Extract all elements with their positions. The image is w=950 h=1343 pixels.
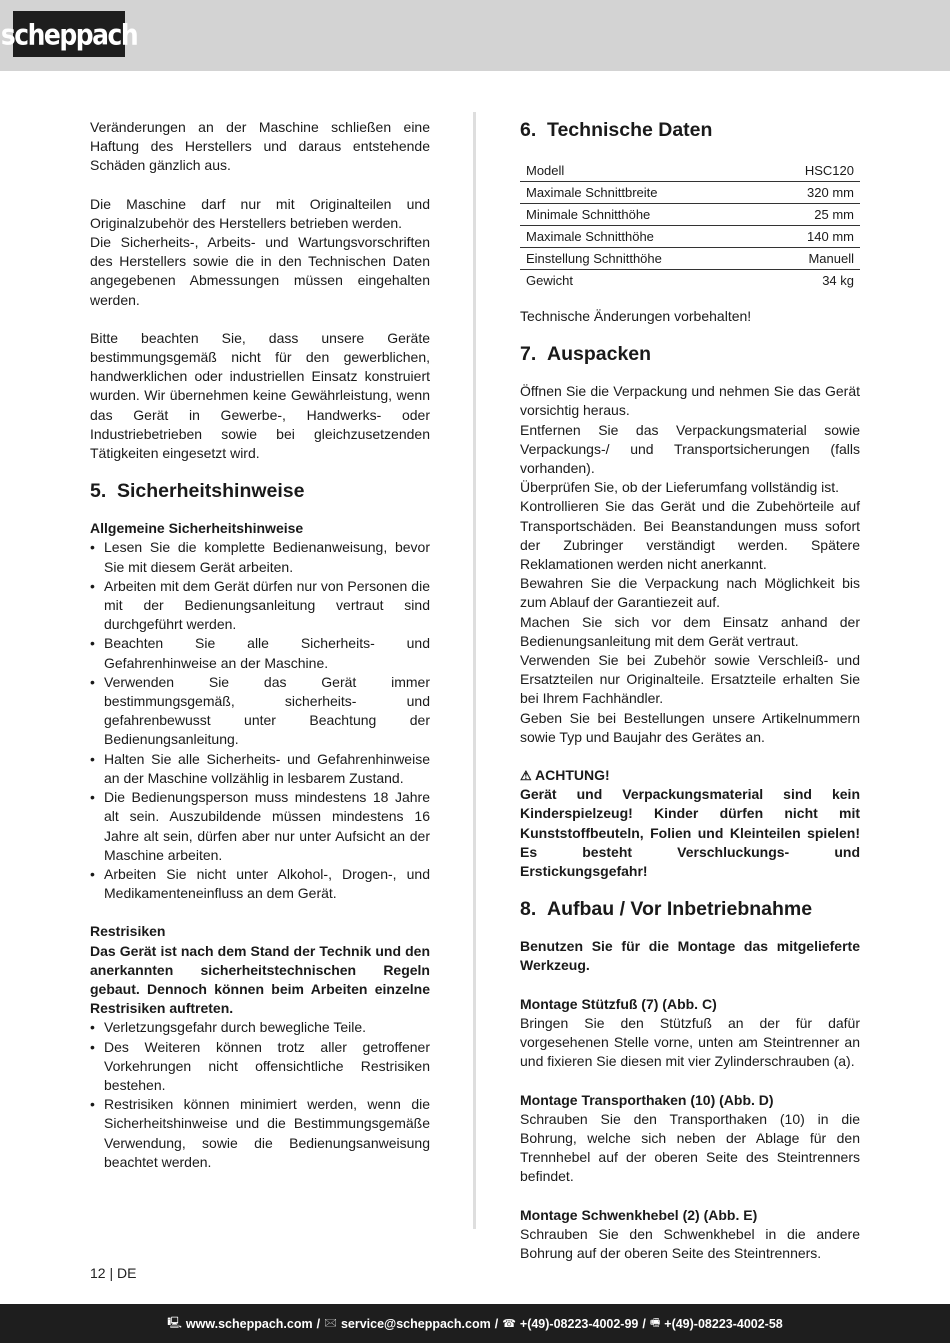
general-safety-heading: Allgemeine Sicherheitshinweise xyxy=(90,520,304,537)
section-5-heading xyxy=(90,479,430,503)
intro-paragraph: Die Sicherheits-, Arbeits- und Wartungsvorschriften des Herstellers sowie die in den Technischen Daten angegebenen Abmessungen müssen eingehalten werden. xyxy=(90,234,430,308)
general-safety-list xyxy=(90,538,430,903)
mail-icon: 🖂 xyxy=(324,1317,337,1329)
header-bar xyxy=(0,0,950,71)
spec-label: Gewicht xyxy=(520,270,761,292)
unpacking-paragraph: Bewahren Sie die Verpackung nach Möglichkeit bis zum Ablauf der Garantiezeit auf. xyxy=(520,575,860,611)
list-item: • Verletzungsgefahr durch bewegliche Teile. xyxy=(90,1018,430,1037)
warning-text: Gerät und Verpackungsmaterial sind kein Kinderspielzeug! Kinder dürfen nicht mit Kunststoffbeuteln, Folien und Kleinteilen spielen! Es besteht Verschluckungs- und Erstickungsgefahr! xyxy=(520,786,860,880)
section-number: 5. xyxy=(90,480,107,503)
fax-number: +(49)-08223-4002-58 xyxy=(664,1316,783,1331)
spec-value: 140 mm xyxy=(761,226,860,248)
warning-title: ACHTUNG! xyxy=(535,767,610,784)
computer-icon: 🖳 xyxy=(167,1317,182,1329)
section-title: Auspacken xyxy=(547,343,652,366)
unpacking-paragraph: Entfernen Sie das Verpackungsmaterial sowie Verpackungs-/ und Transportsicherungen (falls vorhanden). xyxy=(520,421,860,477)
separator: / xyxy=(316,1316,321,1331)
section-title: Aufbau / Vor Inbetriebnahme xyxy=(547,898,813,921)
step-heading: Montage Schwenkhebel (2) (Abb. E) xyxy=(520,1206,758,1223)
website-link[interactable]: www.scheppach.com xyxy=(185,1316,313,1331)
separator: / xyxy=(642,1316,646,1331)
section-number: 8. xyxy=(520,898,537,921)
spec-value: 34 kg xyxy=(761,270,860,292)
step-text: Schrauben Sie den Schwenkhebel in die andere Bohrung auf der oberen Seite des Steintrenners. xyxy=(520,1225,860,1261)
table-row xyxy=(520,182,860,204)
table-row xyxy=(520,270,860,292)
section-8-heading xyxy=(520,897,860,921)
list-item: • Arbeiten mit dem Gerät dürfen nur von Personen die mit der Bedienungsanleitung vertraut sind durchgeführt werden. xyxy=(90,577,430,635)
list-item: • Lesen Sie die komplette Bedienanweisung, bevor Sie mit diesem Gerät arbeiten. xyxy=(90,538,430,576)
technical-data-table xyxy=(520,160,860,291)
step-heading: Montage Stützfuß (7) (Abb. C) xyxy=(520,995,717,1012)
intro-paragraph: Veränderungen an der Maschine schließen eine Haftung des Herstellers und daraus entstehende Schäden gänzlich aus. xyxy=(90,119,430,174)
table-row xyxy=(520,204,860,226)
technical-note: Technische Änderungen vorbehalten! xyxy=(520,308,752,324)
step-text: Schrauben Sie den Transporthaken (10) in die Bohrung, welche sich neben der Ablage für den Trennhebel auf der oberen Seite des Steintrenners befindet. xyxy=(520,1110,860,1185)
section-number: 6. xyxy=(520,119,537,141)
right-column xyxy=(520,118,860,1263)
list-item: • Die Bedienungsperson muss mindestens 18 Jahre alt sein. Auszubildende müssen mindestens 16 Jahre alt sein, dürfen aber nur unter Aufsicht an der Maschine arbeiten. xyxy=(90,788,430,865)
list-item: • Verwenden Sie das Gerät immer bestimmungsgemäß, sicherheits- und gefahrenbewusst unter Beachtung der Bedienungsanleitung. xyxy=(90,673,430,750)
section-6-heading xyxy=(520,118,860,142)
section-number: 7. xyxy=(520,343,537,366)
spec-value: 320 mm xyxy=(761,182,860,204)
table-row xyxy=(520,248,860,270)
phone-icon: ☎ xyxy=(502,1318,516,1330)
table-row xyxy=(520,226,860,248)
section-7-heading xyxy=(520,342,860,366)
list-item: • Des Weiteren können trotz aller getroffener Vorkehrungen nicht offensichtliche Restrisiken bestehen. xyxy=(90,1038,430,1096)
warning-title-line xyxy=(520,766,860,785)
step-heading: Montage Transporthaken (10) (Abb. D) xyxy=(520,1091,774,1108)
scheppach-logo: scheppach xyxy=(13,11,125,57)
list-item: • Restrisiken können minimiert werden, wenn die Sicherheitshinweise und die Bestimmungsgemäße Verwendung, sowie die Bedienungsanweisung beachtet werden. xyxy=(90,1095,430,1172)
residual-risks-heading: Restrisiken xyxy=(90,923,166,940)
section-title: Sicherheitshinweise xyxy=(117,480,305,503)
list-item: • Beachten Sie alle Sicherheits- und Gefahrenhinweise an der Maschine. xyxy=(90,634,430,672)
intro-paragraph: Bitte beachten Sie, dass unsere Geräte bestimmungsgemäß nicht für den gewerblichen, handwerklichen oder industriellen Einsatz konstruiert wurden. Wir übernehmen keine Gewährleistung, wenn das Gerät in Gewerbe-, Handwerks- oder Industriebetrieben sowie bei gleichzusetzenden Tätigkeiten eingesetzt wird. xyxy=(90,329,430,462)
spec-label: Einstellung Schnitthöhe xyxy=(520,248,761,270)
footer-bar xyxy=(0,1304,950,1343)
spec-label: Modell xyxy=(526,163,565,178)
spec-value: Manuell xyxy=(761,248,860,270)
warning-triangle-icon: ⚠ xyxy=(520,768,532,784)
phone-number: +(49)-08223-4002-99 xyxy=(519,1316,639,1331)
intro-paragraph: Die Maschine darf nur mit Originalteilen und Originalzubehör des Herstellers betrieben werden. xyxy=(90,195,430,231)
unpacking-paragraph: Geben Sie bei Bestellungen unsere Artikelnummern sowie Typ und Baujahr des Gerätes an. xyxy=(520,709,860,745)
list-item: • Arbeiten Sie nicht unter Alkohol-, Drogen-, und Medikamenteneinfluss an dem Gerät. xyxy=(90,865,430,903)
separator: / xyxy=(494,1316,499,1331)
table-row xyxy=(520,160,860,182)
step-text: Bringen Sie den Stützfuß an der für dafür vorgesehenen Stelle vorne, unten am Steintrenner an und fixieren Sie diesen mit vier Zylinderschrauben (a). xyxy=(520,1014,860,1070)
assembly-intro: Benutzen Sie für die Montage das mitgelieferte Werkzeug. xyxy=(520,938,860,974)
residual-risks-list xyxy=(90,1018,430,1172)
unpacking-paragraph: Öffnen Sie die Verpackung und nehmen Sie das Gerät vorsichtig heraus. xyxy=(520,383,860,419)
fax-icon: 🖷 xyxy=(649,1317,661,1329)
unpacking-paragraph: Kontrollieren Sie das Gerät und die Zubehörteile auf Transportschäden. Bei Beanstandungen muss sofort der Zubringer verständigt werden. Spätere Reklamationen werden nicht anerkannt. xyxy=(520,498,860,573)
spec-label: Maximale Schnittbreite xyxy=(520,182,761,204)
email-link[interactable]: service@scheppach.com xyxy=(340,1316,491,1331)
page-number: 12 | DE xyxy=(90,1265,137,1281)
spec-label: Maximale Schnitthöhe xyxy=(520,226,761,248)
column-divider xyxy=(473,112,476,1229)
unpacking-paragraph: Verwenden Sie bei Zubehör sowie Verschleiß- und Ersatzteilen nur Originalteile. Ersatzteile erhalten Sie bei Ihrem Fachhändler. xyxy=(520,652,860,707)
spec-value: 25 mm xyxy=(761,204,860,226)
list-item: • Halten Sie alle Sicherheits- und Gefahrenhinweise an der Maschine vollzählig in lesbarem Zustand. xyxy=(90,750,430,788)
unpacking-paragraph: Überprüfen Sie, ob der Lieferumfang vollständig ist. xyxy=(520,479,840,496)
section-title: Technische Daten xyxy=(547,119,713,141)
left-column xyxy=(90,118,430,1172)
residual-risks-intro: Das Gerät ist nach dem Stand der Technik und den anerkannten sicherheitstechnischen Regeln gebaut. Dennoch können beim Arbeiten einzelne Restrisiken auftreten. xyxy=(90,942,430,1017)
unpacking-paragraph: Machen Sie sich vor dem Einsatz anhand der Bedienungsanleitung mit dem Gerät vertraut. xyxy=(520,613,860,649)
spec-value: HSC120 xyxy=(804,163,854,178)
spec-label: Minimale Schnitthöhe xyxy=(520,204,761,226)
